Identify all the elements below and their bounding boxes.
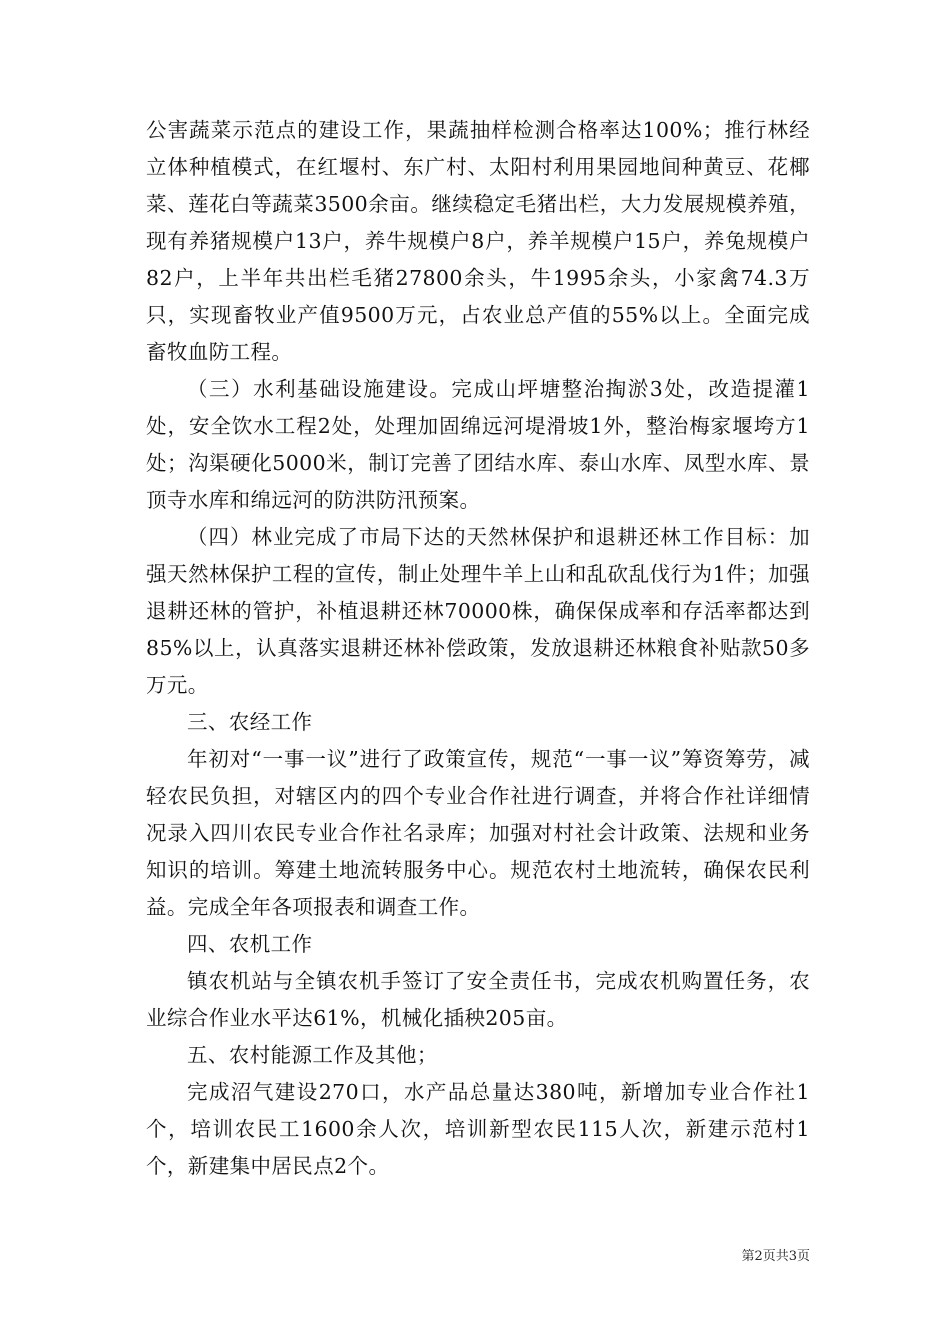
heading-rural-energy: 五、农村能源工作及其他； [187,1043,438,1067]
paragraph-water-infrastructure: （三）水利基础设施建设。完成山坪塘整治掏淤3处，改造提灌1处，安全饮水工程2处，处理加固绵远河堤滑坡1外，整治梅家堰垮方1处；沟渠硬化5000米，制订完善了团结水库、泰山水库、凤型水库、景顶寺水库和绵远河的防洪防汛预案。 [146,377,810,512]
page-number: 第2页共3页 [741,1249,810,1264]
paragraph-rural-energy: 完成沼气建设270口，水产品总量达380吨，新增加专业合作社1个，培训农民工1600余人次，培训新型农民115人次，新建示范村1个，新建集中居民点2个。 [146,1080,810,1178]
paragraph-agricultural-machinery: 镇农机站与全镇农机手签订了安全责任书，完成农机购置任务，农业综合作业水平达61%，机械化插秧205亩。 [146,969,810,1030]
document-body [146,112,810,1185]
paragraph-rural-economy: 年初对“一事一议”进行了政策宣传，规范“一事一议”筹资筹劳，减轻农民负担，对辖区内的四个专业合作社进行调查，并将合作社详细情况录入四川农民专业合作社名录库；加强对村社会计政策、法规和业务知识的培训。筹建土地流转服务中心。规范农村土地流转，确保农民利益。完成全年各项报表和调查工作。 [146,747,810,919]
paragraph-forestry: （四）林业完成了市局下达的天然林保护和退耕还林工作目标：加强天然林保护工程的宣传，制止处理牛羊上山和乱砍乱伐行为1件；加强退耕还林的管护，补植退耕还林70000株，确保保成率和存活率都达到85%以上，认真落实退耕还林补偿政策，发放退耕还林粮食补贴款50多万元。 [146,525,810,697]
heading-rural-economy: 三、农经工作 [187,710,313,734]
heading-agricultural-machinery: 四、农机工作 [187,932,313,956]
paragraph-agriculture-continued: 公害蔬菜示范点的建设工作，果蔬抽样检测合格率达100%；推行林经立体种植模式，在红堰村、东广村、太阳村利用果园地间种黄豆、花椰菜、莲花白等蔬菜3500余亩。继续稳定毛猪出栏，大力发展规模养殖，现有养猪规模户13户，养牛规模户8户，养羊规模户15户，养兔规模户82户，上半年共出栏毛猪27800余头，牛1995余头，小家禽74.3万只，实现畜牧业产值9500万元，占农业总产值的55%以上。全面完成畜牧血防工程。 [146,118,810,364]
